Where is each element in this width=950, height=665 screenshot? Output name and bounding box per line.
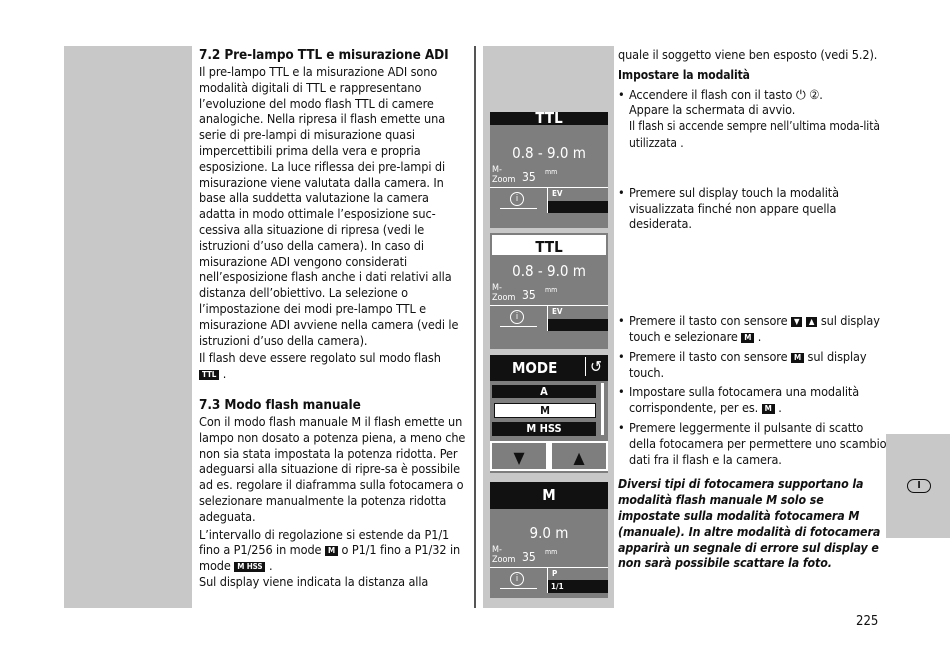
section-7-2-title: 7.2 Pre-lampo TTL e misurazione ADI [199, 47, 449, 63]
display-1-info-button[interactable] [490, 188, 548, 213]
language-tab [886, 434, 950, 538]
up-arrow-button[interactable]: ▲ [550, 441, 608, 471]
step-4-text-b: sul display touch. [629, 348, 867, 380]
up-key-icon: ▲ [806, 317, 817, 327]
display-4-zoom[interactable] [490, 545, 608, 567]
display-4-info-button[interactable] [490, 568, 548, 593]
mode-menu-header [490, 355, 608, 381]
m-mode-badge: M [325, 546, 338, 556]
mode-option-a[interactable]: A [492, 385, 596, 398]
m-key-badge-3: M [762, 404, 775, 414]
info-icon: i [510, 572, 524, 586]
display-2-zoom-value: 35 [522, 288, 536, 302]
camera-note: Diversi tipi di fotocamera supportano la modalità flash manuale M solo se impostate sulla modalità fotocamera M (manuale). In altre modalità di fotocamera apparirà un segnale di errore sul display e non sarà possibile scattare la foto. [618, 477, 881, 571]
info-icon: i [510, 192, 524, 206]
display-2-zoom-unit: mm [545, 286, 558, 294]
range-text-a: L’intervallo di regolazione si estende da P1/1 fino a P1/256 in mode [199, 526, 450, 558]
range-text-b: o P1/1 fino a P1/32 in mode [199, 542, 461, 574]
mode-option-m[interactable]: M [494, 403, 596, 418]
mode-option-m-hss[interactable]: M HSS [492, 422, 596, 436]
step-3-text-a: Premere il tasto con sensore [629, 313, 788, 329]
display-1-zoom-label1: M- [492, 165, 502, 175]
step-4-text-a: Premere il tasto con sensore [629, 348, 788, 364]
display-1-range: 0.8 - 9.0 m [512, 144, 586, 162]
mode-scrollbar[interactable] [601, 383, 604, 435]
ev-label: EV [552, 189, 563, 198]
section-7-3-range: L’intervallo di regolazione si estende da P1/1 fino a P1/256 in mode M o P1/1 fino a P1/32 in mode M HSS . [199, 526, 461, 574]
step-1-note: Il flash si accende sempre nell’ultima moda-lità utilizzata . [629, 119, 880, 150]
display-1-mode[interactable]: TTL [490, 112, 608, 125]
section-7-3-body: Con il modo flash manuale M il flash emette un lampo non dosato a potenza piena, a meno che non sia stata impostata la potenza ridotta. Per adeguarsi alla situazione di ripre-sa è possibile ad es. regolare il diaframma sulla fotocamera o selezionare manualmente la potenza ridotta adeguata. [199, 413, 466, 524]
subheading-set-mode: Impostare la modalità [618, 67, 750, 82]
section-7-3-title: 7.3 Modo flash manuale [199, 396, 361, 413]
display-4-power-button[interactable] [548, 568, 608, 593]
page-number: 225 [856, 614, 879, 629]
power-icon: ⏻ [795, 86, 806, 102]
left-margin-panel [64, 46, 192, 608]
display-1-ev-button[interactable] [548, 188, 608, 213]
display-1-bottom-bar [490, 187, 608, 213]
left-text-column [199, 46, 467, 590]
right-text-column [618, 47, 888, 572]
section-7-2-body: Il pre-lampo TTL e la misurazione ADI sono modalità digitali di TTL e rappresentano l’evoluzione del modo flash TTL di camere analogiche. Nella ripresa il flash emette una serie di pre-lampi di misurazione quasi impercettibili prima della vera e propria esposizione. La luce riflessa dei pre-lampi di misurazione viene valutata dalla camera. In base alla suddetta valutazione la camera adatta in modo ottimale l’esposizione suc-cessiva alla situazione di ripresa (vedi le istruzioni d’uso della camera). In caso di misurazione ADI vengono considerati nell’esposizione flash anche i dati relativi alla distanza dell’obiettivo. La selezione o l’impostazione dei modi pre-lampo TTL e misurazione ADI avviene nella camera (vedi le istruzioni d’uso della camera). [199, 64, 459, 348]
section-7-3-distance: Sul display viene indicata la distanza alla [199, 573, 429, 589]
mode-menu-title: MODE [512, 359, 558, 377]
continuation-text: quale il soggetto viene ben esposto (vedi 5.2). [618, 47, 878, 62]
display-1-zoom[interactable] [490, 165, 608, 187]
display-2-range: 0.8 - 9.0 m [512, 262, 586, 280]
step-3-text-b: sul display touch e selezionare [629, 313, 880, 344]
display-4-range: 9.0 m [529, 524, 569, 542]
p-label: P [552, 569, 558, 578]
column-divider [474, 46, 476, 608]
display-2-bottom-bar [490, 305, 608, 331]
p-value: 1/1 [548, 580, 608, 593]
display-4-mode[interactable]: M [490, 482, 608, 509]
display-2-zoom[interactable] [490, 283, 608, 305]
display-1-zoom-unit: mm [545, 168, 558, 176]
step-camera-mode: • Impostare sulla fotocamera una modalità corrispondente, per es. M . [618, 384, 888, 416]
display-2-zoom-label1: M- [492, 283, 502, 293]
display-4-bottom-bar [490, 567, 608, 593]
language-tab-label: I [907, 479, 931, 493]
display-ttl-1 [490, 109, 608, 228]
display-2-info-button[interactable] [490, 306, 548, 331]
info-icon: i [510, 310, 524, 324]
circled-2-icon: ② [809, 86, 820, 102]
display-manual [490, 482, 608, 598]
display-4-zoom-unit: mm [545, 548, 558, 556]
display-1-zoom-value: 35 [522, 170, 536, 184]
down-key-icon: ▼ [791, 317, 802, 327]
step-5-text: Impostare sulla fotocamera una modalità corrispondente, per es. [629, 384, 860, 416]
display-2-mode[interactable]: TTL [490, 233, 608, 257]
display-2-ev-button[interactable] [548, 306, 608, 331]
step-touch-mode: • Premere sul display touch la modalità visualizzata finché non appare quella desiderata. [618, 185, 888, 232]
m-hss-mode-badge: M HSS [234, 562, 265, 572]
section-7-2-note-text: Il flash deve essere regolato sul modo flash [199, 350, 441, 366]
step-1-startup: Appare la schermata di avvio. [629, 102, 796, 118]
step-power-on: • Accendere il flash con il tasto ⏻ ②. Appare la schermata di avvio. Il flash si accende sempre nell’ultima moda-lità utilizzata . [618, 87, 888, 152]
display-4-zoom-value: 35 [522, 550, 536, 564]
back-icon[interactable]: ↺ [585, 357, 602, 376]
down-arrow-button[interactable]: ▼ [490, 441, 548, 471]
display-mode-menu [490, 355, 608, 473]
section-7-2-note: Il flash deve essere regolato sul modo flash TTL . [199, 350, 441, 382]
step-press-m [618, 349, 888, 381]
display-4-zoom-label1: M- [492, 545, 502, 555]
m-key-badge-2: M [791, 353, 804, 363]
step-select-m: • Premere il tasto con sensore ▼ ▲ sul display touch e selezionare M . [618, 313, 888, 345]
step-1-text: Accendere il flash con il tasto [629, 86, 793, 102]
display-4-zoom-label2: Zoom [492, 555, 516, 565]
ev-label: EV [552, 307, 563, 316]
display-2-zoom-label2: Zoom [492, 293, 516, 303]
display-1-zoom-label2: Zoom [492, 175, 516, 185]
step-shutter: • Premere leggermente il pulsante di scatto della fotocamera per permettere uno scambio dati fra il flash e la camera. [618, 420, 888, 467]
m-key-badge: M [741, 333, 754, 343]
display-ttl-2 [490, 233, 608, 349]
mode-options-list [490, 381, 608, 441]
mode-nav-buttons [490, 441, 608, 471]
ttl-mode-badge: TTL [199, 370, 219, 380]
